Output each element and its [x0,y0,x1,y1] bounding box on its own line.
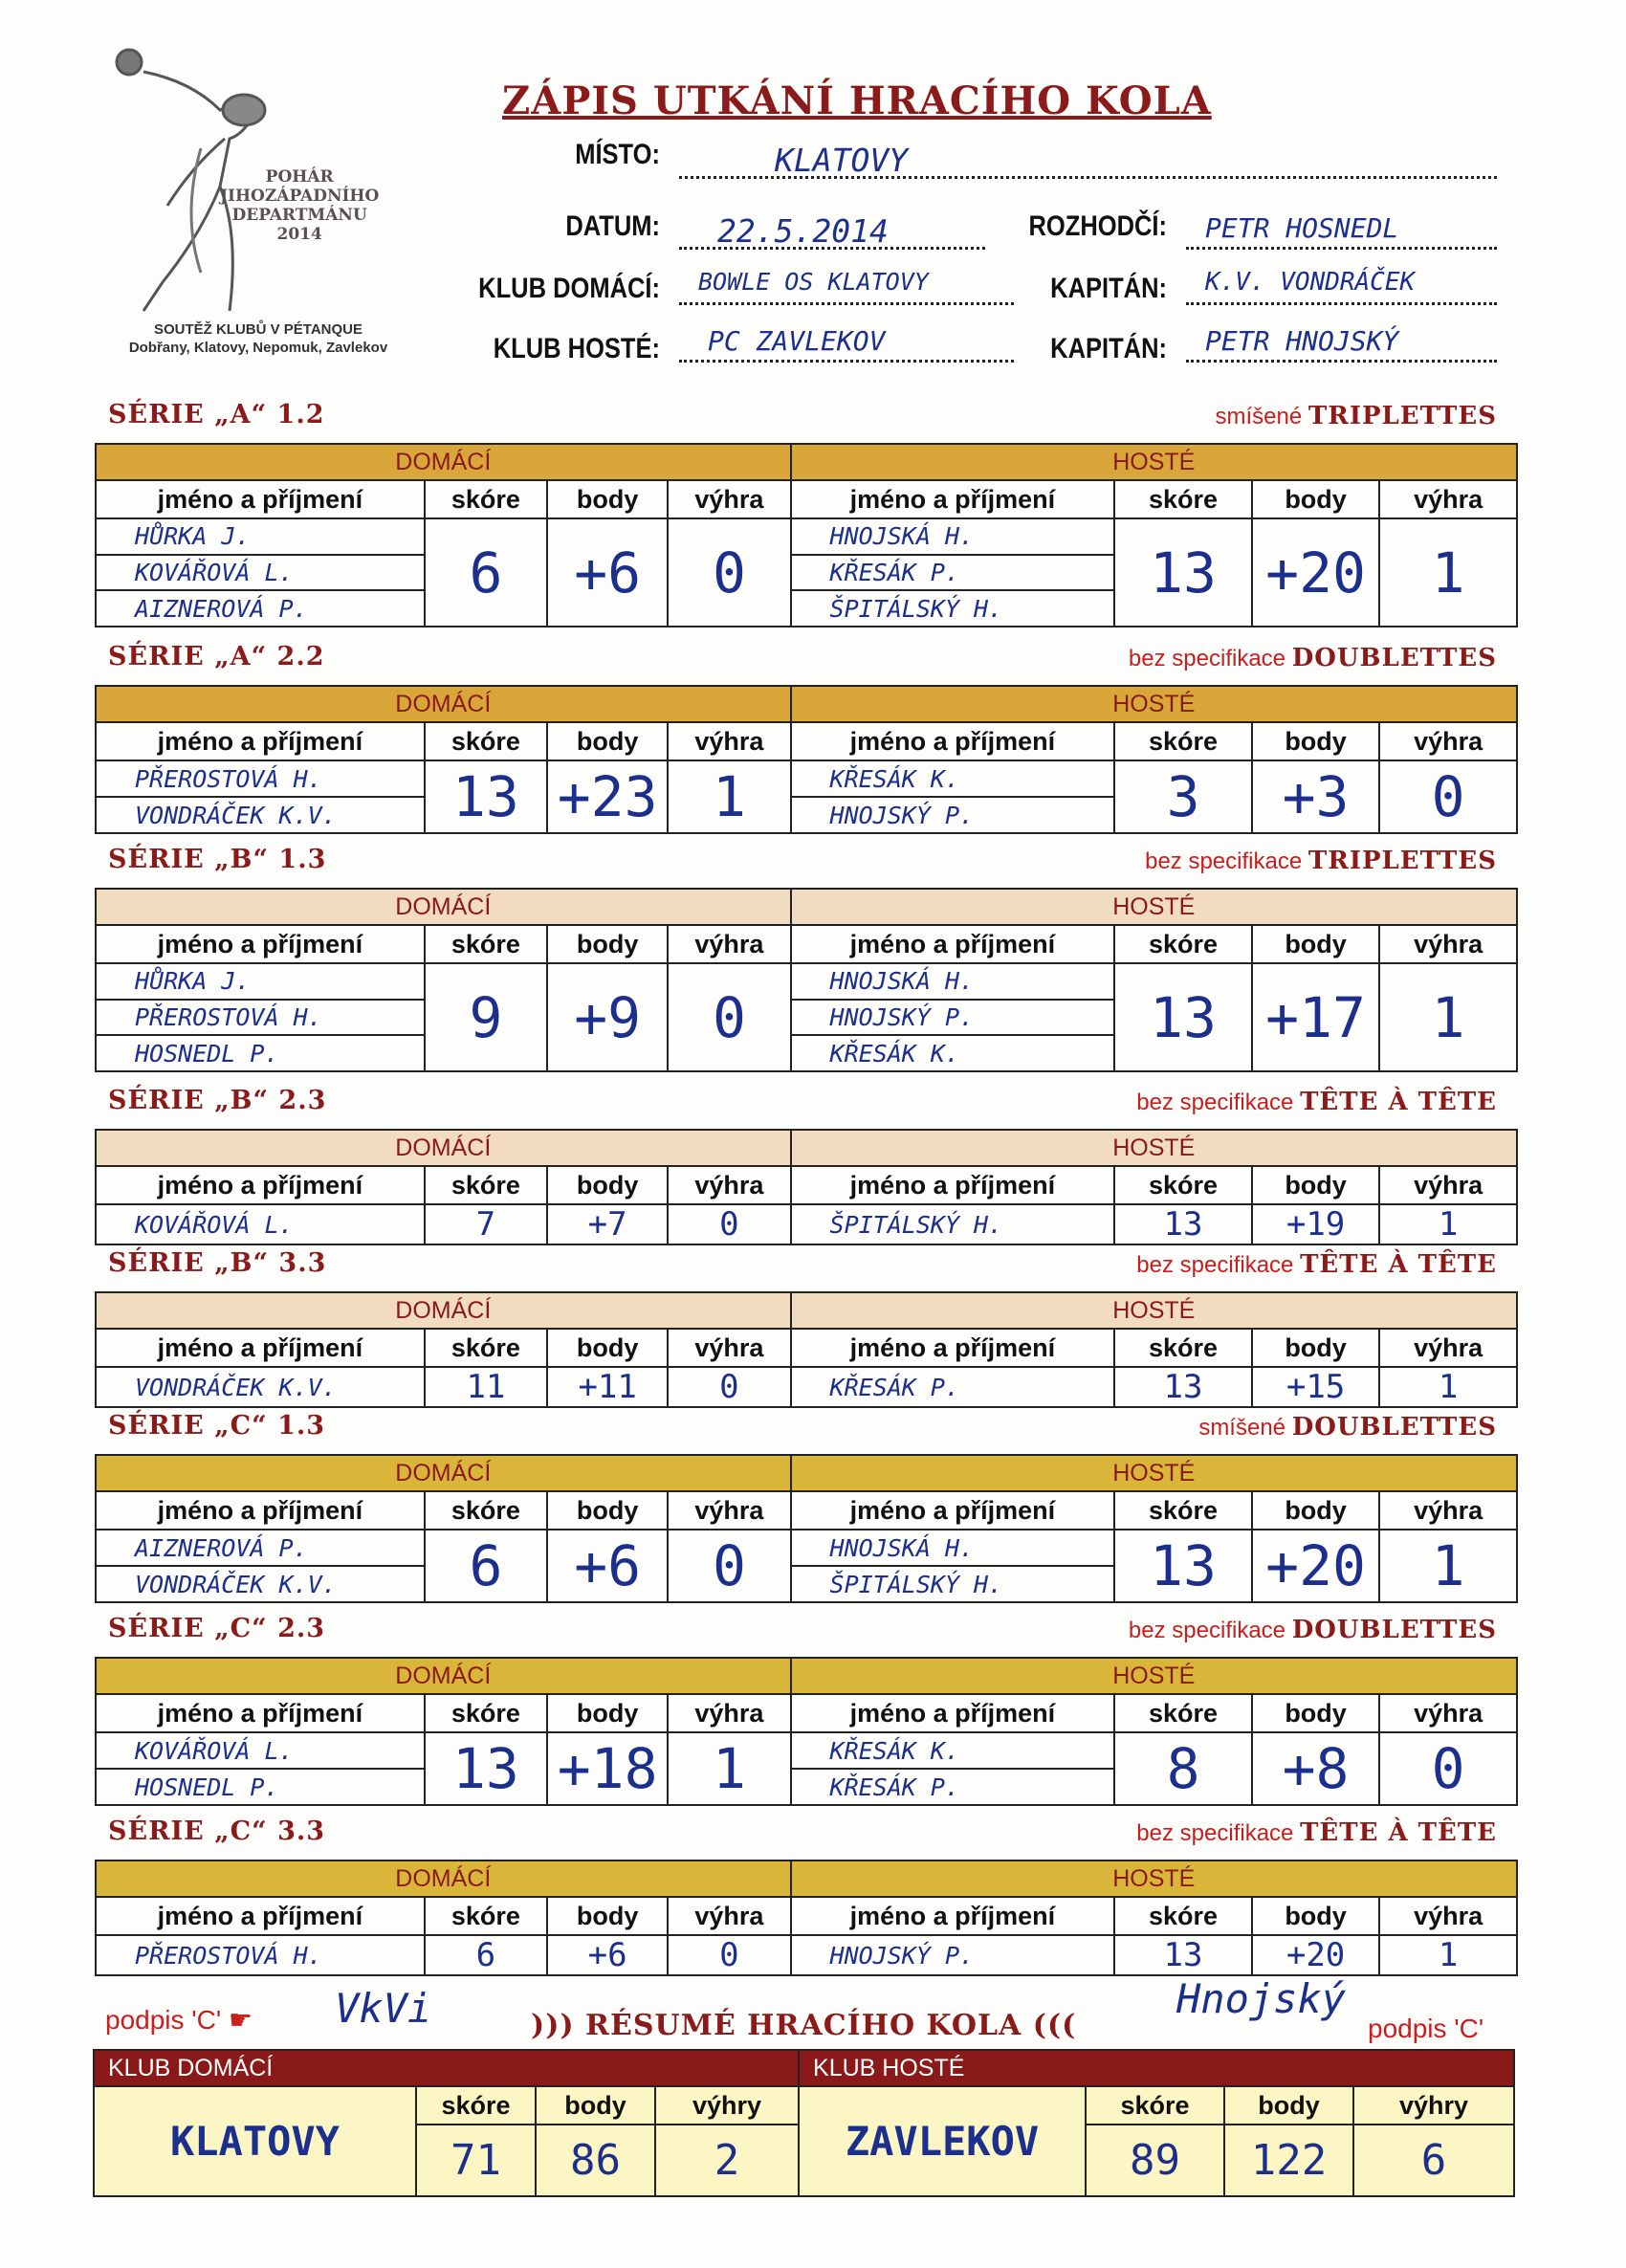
home-body-value[interactable]: +23 [547,760,668,833]
rozhodci-field[interactable] [1186,212,1497,250]
away-vyhra-value[interactable]: 1 [1379,1204,1517,1244]
col-header-skore: skóre [1114,1694,1252,1732]
klub-domaci-value: BOWLE OS KLATOVY [698,268,929,296]
match-table [95,1860,1518,1976]
col-header-body: body [547,925,668,963]
match-table [95,443,1518,628]
player-name[interactable]: KŘESÁK P. [829,1773,959,1801]
col-header-body: body [547,1329,668,1367]
format-type: TÊTE À TÊTE [1300,1250,1497,1279]
home-body-value[interactable]: +18 [547,1732,668,1805]
series-format [1145,847,1497,875]
col-header-vyhra: výhra [668,925,790,963]
col-header-jmeno: jméno a příjmení [791,1897,1115,1935]
home-body-value[interactable]: +9 [547,963,668,1071]
player-name[interactable]: ŠPITÁLSKÝ H. [829,1210,1003,1239]
hoste-header: HOSTÉ [791,1861,1517,1897]
home-skore-value[interactable]: 11 [425,1367,547,1407]
col-header-jmeno: jméno a příjmení [791,1329,1115,1367]
resume-away-vyhry[interactable]: 6 [1353,2125,1514,2196]
player-name[interactable]: VONDRÁČEK K.V. [135,1570,337,1598]
datum-label: DATUM: [565,210,660,242]
logo-caption: SOUTĚŽ KLUBŮ V PÉTANQUE Dobřany, Klatovy, Nepomuk, Zavlekov [128,321,388,356]
hoste-header: HOSTÉ [791,1658,1517,1694]
col-header-jmeno: jméno a příjmení [791,1166,1115,1204]
format-prefix: bez specifikace [1128,1618,1286,1643]
away-body-value[interactable]: +17 [1252,963,1379,1071]
col-header-body: body [1252,480,1379,518]
klub-domaci-label: KLUB DOMÁCÍ: [478,273,660,304]
away-skore-value[interactable]: 8 [1114,1732,1252,1805]
match-table [95,1129,1518,1245]
away-body-value[interactable]: +20 [1252,518,1379,627]
away-skore-value[interactable]: 13 [1114,1530,1252,1602]
col-header-vyhra: výhra [668,1897,790,1935]
series-format [1136,1088,1497,1116]
klub-hoste-field[interactable] [679,325,1014,363]
resume-home-skore-header: skóre [416,2086,536,2125]
hoste-header: HOSTÉ [791,889,1517,925]
kapitan-hoste-field[interactable] [1186,325,1497,363]
home-skore-value[interactable]: 7 [425,1204,547,1244]
series-title: SÉRIE „B“ 1.3 [108,845,327,874]
col-header-jmeno: jméno a příjmení [96,1694,425,1732]
home-vyhra-value[interactable]: 0 [668,1935,790,1975]
col-header-body: body [1252,1694,1379,1732]
player-name[interactable]: VONDRÁČEK K.V. [135,801,337,829]
col-header-skore: skóre [1114,722,1252,760]
home-vyhra-value[interactable]: 1 [668,760,790,833]
domaci-header: DOMÁCÍ [96,686,791,722]
series-title: SÉRIE „C“ 3.3 [108,1817,326,1846]
home-vyhra-value[interactable]: 1 [668,1732,790,1805]
series-format [1129,644,1497,672]
col-header-jmeno: jméno a příjmení [791,925,1115,963]
home-skore-value[interactable]: 6 [425,1935,547,1975]
resume-away-club-header: KLUB HOSTÉ [799,2050,1514,2086]
resume-away-skore-header: skóre [1086,2086,1224,2125]
series-title: SÉRIE „A“ 2.2 [108,642,325,672]
col-header-vyhra: výhra [1379,480,1517,518]
resume-away-name: ZAVLEKOV [799,2086,1086,2196]
player-name[interactable]: KŘESÁK K. [792,761,1114,798]
resume-away-vyhry-header: výhry [1353,2086,1514,2125]
player-name[interactable]: HNOJSKÁ H. [792,519,1114,556]
podpis-right-label: podpis 'C' [1368,2014,1484,2043]
away-vyhra-value[interactable]: 1 [1379,1530,1517,1602]
col-header-skore: skóre [425,1897,547,1935]
series-format [1136,1818,1497,1847]
col-header-jmeno: jméno a příjmení [96,722,425,760]
col-header-body: body [547,1166,668,1204]
resume-away-skore[interactable]: 89 [1086,2125,1224,2196]
pointing-hand-icon: ☛ [228,2005,253,2035]
away-vyhra-value[interactable]: 1 [1379,1935,1517,1975]
col-header-skore: skóre [425,1491,547,1530]
home-body-value[interactable]: +7 [547,1204,668,1244]
player-name[interactable]: HNOJSKÁ H. [792,964,1114,1001]
away-body-value[interactable]: +20 [1252,1530,1379,1602]
col-header-body: body [547,1897,668,1935]
player-name[interactable]: HNOJSKÝ P. [829,1941,975,1970]
away-vyhra-value[interactable]: 0 [1379,760,1517,833]
col-header-vyhra: výhra [668,722,790,760]
away-body-value[interactable]: +8 [1252,1732,1379,1805]
col-header-vyhra: výhra [1379,1694,1517,1732]
player-name[interactable]: KŘESÁK P. [792,556,1114,592]
col-header-vyhra: výhra [1379,925,1517,963]
player-name[interactable]: HOSNEDL P. [135,1773,279,1801]
kapitan-domaci-label: KAPITÁN: [1050,273,1167,304]
col-header-vyhra: výhra [1379,1897,1517,1935]
series-title: SÉRIE „C“ 2.3 [108,1614,326,1643]
home-body-value[interactable]: +11 [547,1367,668,1407]
away-skore-value[interactable]: 13 [1114,1367,1252,1407]
match-table [95,685,1518,834]
away-skore-value[interactable]: 13 [1114,1204,1252,1244]
col-header-body: body [1252,1166,1379,1204]
home-vyhra-value[interactable]: 0 [668,1530,790,1602]
hoste-header: HOSTÉ [791,1292,1517,1329]
col-header-skore: skóre [425,1329,547,1367]
format-type: DOUBLETTES [1291,1616,1497,1644]
col-header-skore: skóre [1114,480,1252,518]
series-title: SÉRIE „B“ 3.3 [108,1248,327,1278]
player-name[interactable]: HNOJSKÁ H. [792,1530,1114,1567]
away-skore-value[interactable]: 3 [1114,760,1252,833]
home-skore-value[interactable]: 6 [425,518,547,627]
away-skore-value[interactable]: 13 [1114,518,1252,627]
home-skore-value[interactable]: 13 [425,760,547,833]
col-header-vyhra: výhra [1379,1166,1517,1204]
match-table [95,1657,1518,1806]
resume-home-name: KLATOVY [94,2086,416,2196]
series-format [1198,1413,1497,1442]
domaci-header: DOMÁCÍ [96,444,791,480]
col-header-skore: skóre [425,925,547,963]
col-header-body: body [547,1694,668,1732]
col-header-skore: skóre [1114,1897,1252,1935]
away-skore-value[interactable]: 13 [1114,963,1252,1071]
col-header-skore: skóre [1114,1491,1252,1530]
series-title: SÉRIE „A“ 1.2 [108,400,325,429]
home-vyhra-value[interactable]: 0 [668,518,790,627]
hoste-header: HOSTÉ [791,686,1517,722]
player-name[interactable]: ŠPITÁLSKÝ H. [829,1570,1003,1598]
away-body-value[interactable]: +19 [1252,1204,1379,1244]
series-title: SÉRIE „C“ 1.3 [108,1411,326,1441]
col-header-jmeno: jméno a příjmení [96,925,425,963]
logo [86,43,430,359]
player-name[interactable]: HŮRKA J. [97,964,424,1001]
match-table [95,1454,1518,1603]
away-vyhra-value[interactable]: 1 [1379,963,1517,1071]
col-header-jmeno: jméno a příjmení [96,480,425,518]
series-format [1129,1616,1497,1644]
player-name[interactable]: KOVÁŘOVÁ L. [97,1733,424,1770]
away-body-value[interactable]: +20 [1252,1935,1379,1975]
home-skore-value[interactable]: 9 [425,963,547,1071]
klub-domaci-field[interactable] [679,268,1014,305]
misto-field[interactable] [679,142,1497,179]
domaci-header: DOMÁCÍ [96,1455,791,1491]
datum-value: 22.5.2014 [717,212,889,250]
home-vyhra-value[interactable]: 0 [668,963,790,1071]
player-name[interactable]: KOVÁŘOVÁ L. [135,1210,294,1239]
player-name[interactable]: HOSNEDL P. [135,1039,279,1068]
kapitan-domaci-field[interactable] [1186,268,1497,305]
resume-home-skore[interactable]: 71 [416,2125,536,2196]
misto-value: KLATOVY [775,142,909,179]
col-header-skore: skóre [425,1694,547,1732]
domaci-header: DOMÁCÍ [96,889,791,925]
klub-hoste-value: PC ZAVLEKOV [708,325,886,357]
player-name[interactable]: AIZNEROVÁ P. [135,594,308,623]
col-header-jmeno: jméno a příjmení [791,722,1115,760]
resume-title: ))) RÉSUMÉ HRACÍHO KOLA ((( [531,2009,1077,2042]
col-header-skore: skóre [425,722,547,760]
format-type: TÊTE À TÊTE [1300,1088,1497,1116]
format-prefix: bez specifikace [1136,1090,1294,1115]
away-body-value[interactable]: +15 [1252,1367,1379,1407]
col-header-vyhra: výhra [1379,722,1517,760]
player-name[interactable]: VONDRÁČEK K.V. [135,1373,337,1401]
col-header-skore: skóre [425,480,547,518]
datum-field[interactable] [679,212,985,250]
signature-away: Hnojský [1176,1975,1347,2022]
col-header-jmeno: jméno a příjmení [96,1329,425,1367]
player-name[interactable]: KŘESÁK P. [829,1373,959,1401]
format-prefix: bez specifikace [1136,1820,1294,1846]
away-skore-value[interactable]: 13 [1114,1935,1252,1975]
home-body-value[interactable]: +6 [547,518,668,627]
hoste-header: HOSTÉ [791,1455,1517,1491]
resume-away-body-header: body [1224,2086,1353,2125]
player-name[interactable]: HNOJSKÝ P. [829,801,975,829]
format-prefix: bez specifikace [1145,848,1303,874]
series-title: SÉRIE „B“ 2.3 [108,1086,327,1115]
match-table [95,888,1518,1072]
player-name[interactable]: HNOJSKÝ P. [792,1001,1114,1037]
domaci-header: DOMÁCÍ [96,1861,791,1897]
away-body-value[interactable]: +3 [1252,760,1379,833]
col-header-vyhra: výhra [1379,1491,1517,1530]
hoste-header: HOSTÉ [791,444,1517,480]
podpis-left-label: podpis 'C' ☛ [105,2005,253,2035]
home-skore-value[interactable]: 13 [425,1732,547,1805]
resume-table [93,2049,1515,2197]
domaci-header: DOMÁCÍ [96,1130,791,1166]
format-type: TRIPLETTES [1307,847,1497,875]
col-header-body: body [1252,925,1379,963]
player-name[interactable]: KŘESÁK K. [792,1733,1114,1770]
home-body-value[interactable]: +6 [547,1530,668,1602]
klub-hoste-label: KLUB HOSTÉ: [493,333,660,364]
col-header-body: body [547,480,668,518]
format-type: TRIPLETTES [1307,402,1497,430]
col-header-jmeno: jméno a příjmení [791,1694,1115,1732]
col-header-vyhra: výhra [668,1694,790,1732]
col-header-vyhra: výhra [668,1491,790,1530]
player-name[interactable]: KOVÁŘOVÁ L. [97,556,424,592]
col-header-body: body [1252,1491,1379,1530]
home-vyhra-value[interactable]: 0 [668,1204,790,1244]
resume-away-body[interactable]: 122 [1224,2125,1353,2196]
format-prefix: bez specifikace [1136,1252,1294,1278]
misto-label: MÍSTO: [575,139,660,170]
col-header-skore: skóre [425,1166,547,1204]
format-type: DOUBLETTES [1291,644,1497,672]
col-header-jmeno: jméno a příjmení [96,1897,425,1935]
kapitan-hoste-label: KAPITÁN: [1050,333,1167,364]
logo-title: POHÁR JIHOZÁPADNÍHO DEPARTMÁNU 2014 [220,167,380,244]
format-prefix: smíšené [1215,404,1303,429]
home-skore-value[interactable]: 6 [425,1530,547,1602]
resume-home-club-header: KLUB DOMÁCÍ [94,2050,799,2086]
kapitan-domaci-value: K.V. VONDRÁČEK [1205,268,1416,297]
away-vyhra-value[interactable]: 1 [1379,518,1517,627]
hoste-header: HOSTÉ [791,1130,1517,1166]
signature-home: VkVi [335,1985,432,2032]
col-header-skore: skóre [1114,1166,1252,1204]
resume-home-body[interactable]: 86 [536,2125,655,2196]
match-table [95,1291,1518,1408]
col-header-body: body [547,722,668,760]
format-type: DOUBLETTES [1291,1413,1497,1442]
player-name[interactable]: PŘEROSTOVÁ H. [97,1001,424,1037]
col-header-body: body [1252,1329,1379,1367]
col-header-vyhra: výhra [668,1166,790,1204]
col-header-body: body [547,1491,668,1530]
format-prefix: smíšené [1198,1415,1286,1441]
resume-home-vyhry-header: výhry [655,2086,799,2125]
rozhodci-value: PETR HOSNEDL [1205,212,1399,244]
page-title: ZÁPIS UTKÁNÍ HRACÍHO KOLA [502,78,1212,123]
domaci-header: DOMÁCÍ [96,1658,791,1694]
col-header-body: body [1252,1897,1379,1935]
col-header-jmeno: jméno a příjmení [96,1491,425,1530]
col-header-jmeno: jméno a příjmení [791,1491,1115,1530]
player-name[interactable]: ŠPITÁLSKÝ H. [829,594,1003,623]
rozhodci-label: ROZHODČÍ: [1028,210,1167,242]
format-prefix: bez specifikace [1128,646,1286,672]
player-name[interactable]: PŘEROSTOVÁ H. [135,1941,322,1970]
player-name[interactable]: PŘEROSTOVÁ H. [97,761,424,798]
player-name[interactable]: AIZNEROVÁ P. [97,1530,424,1567]
kapitan-hoste-value: PETR HNOJSKÝ [1205,325,1399,357]
col-header-skore: skóre [1114,1329,1252,1367]
resume-home-vyhry[interactable]: 2 [655,2125,799,2196]
series-format [1215,402,1497,430]
away-vyhra-value[interactable]: 0 [1379,1732,1517,1805]
col-header-body: body [1252,722,1379,760]
away-vyhra-value[interactable]: 1 [1379,1367,1517,1407]
player-name[interactable]: HŮRKA J. [97,519,424,556]
resume-home-body-header: body [536,2086,655,2125]
col-header-jmeno: jméno a příjmení [96,1166,425,1204]
col-header-vyhra: výhra [668,1329,790,1367]
format-type: TÊTE À TÊTE [1300,1818,1497,1847]
home-vyhra-value[interactable]: 0 [668,1367,790,1407]
domaci-header: DOMÁCÍ [96,1292,791,1329]
col-header-jmeno: jméno a příjmení [791,480,1115,518]
series-format [1136,1250,1497,1279]
col-header-vyhra: výhra [1379,1329,1517,1367]
col-header-skore: skóre [1114,925,1252,963]
player-name[interactable]: KŘESÁK K. [829,1039,959,1068]
home-body-value[interactable]: +6 [547,1935,668,1975]
col-header-vyhra: výhra [668,480,790,518]
